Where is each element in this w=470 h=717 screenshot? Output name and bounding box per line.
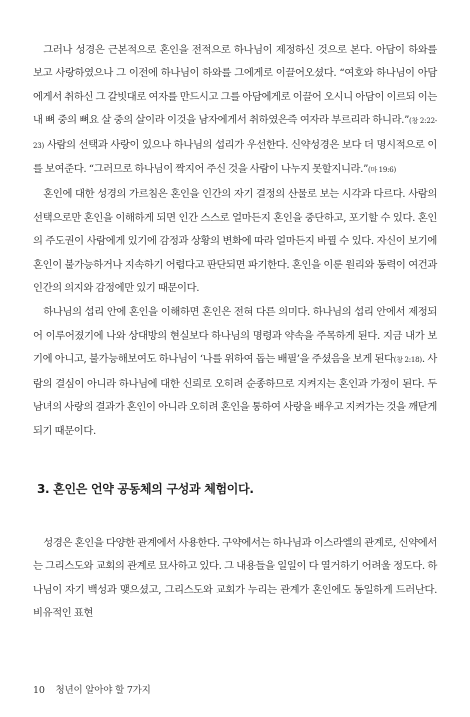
paragraph-3-text-b: . 사람의 결심이 아니라 하나님에 대한 신뢰로 오히려 순종하므로 지켜지는 혼인과 가정이 된다. 두 남녀의 사랑의 결과가 혼인이 아니라 오히려 혼인을 통하여 사랑을 배우고 지켜가는 것을 깨닫게 되기 때문이다. bbox=[33, 353, 437, 437]
paragraph-1-text-b: 사람의 선택과 사랑이 있으나 하나님의 섭리가 우선한다. 신약성경은 보다 더 명시적으로 이를 보여준다. “그러므로 하나님이 짝지어 주신 것을 사람이 나누지 못할지니라.” bbox=[33, 138, 437, 176]
citation-matthew-19-6: (마 19:6) bbox=[367, 166, 397, 175]
citation-genesis-2-22: (창 2:22-23) bbox=[33, 117, 438, 150]
paragraph-2 bbox=[33, 183, 437, 300]
page-body bbox=[33, 39, 437, 626]
page-number: 10 bbox=[33, 685, 45, 696]
book-title: 청년이 알아야 할 7가지 bbox=[55, 685, 151, 696]
paragraph-4-text: 성경은 혼인을 다양한 관계에서 사용한다. 구약에서는 하나님과 이스라엘의 관계로, 신약에서는 그리스도와 교회의 관계로 묘사하고 있다. 그 내용들을 일일이 다 열거하기 어려울 정도다. 하나님이 자기 백성과 맺으셨고, 그리스도와 교회가 누리는 관계가 혼인에도 동일하게 드러난다. 비유적인 표현 bbox=[33, 536, 437, 620]
citation-genesis-2-18: (창 2:18) bbox=[393, 356, 422, 365]
paragraph-1 bbox=[33, 39, 437, 182]
paragraph-4 bbox=[33, 532, 437, 626]
paragraph-1-text-a: 그러나 성경은 근본적으로 혼인을 전적으로 하나님이 제정하신 것으로 본다. 아담이 하와를 보고 사랑하였으나 그 이전에 하나님이 하와를 그에게로 이끌어오셨다. “여호와 하나님이 아담에게서 취하신 그 갈빗대로 여자를 만드시고 그를 아담에게로 이끌어 오시니 아담이 이르되 이는 내 뼈 중의 뼈요 살 중의 살이라 이것을 남자에게서 취하였은즉 여자라 부르리라 하니라.” bbox=[33, 44, 437, 127]
section-heading: 3. 혼인은 언약 공동체의 구성과 체험이다. bbox=[37, 481, 254, 496]
paragraph-2-text: 혼인에 대한 성경의 가르침은 혼인을 인간의 자기 결정의 산물로 보는 시각과 다르다. 사람의 선택으로만 혼인을 이해하게 되면 인간 스스로 얼마든지 혼인을 중단하고, 포기할 수 있다. 혼인의 주도권이 사람에게 있기에 감정과 상황의 변화에 따라 얼마든지 바뀔 수 있다. 자신이 보기에 혼인이 불가능하거나 지속하기 어렵다고 판단되면 파기한다. 혼인을 이룬 원리와 동력이 여건과 인간의 의지와 감정에만 있기 때문이다. bbox=[33, 188, 437, 295]
page-footer bbox=[33, 682, 151, 696]
paragraph-3 bbox=[33, 301, 437, 442]
paragraph-3-text-a: 하나님의 섭리 안에 혼인을 이해하면 혼인은 전혀 다른 의미다. 하나님의 섭리 안에서 제정되어 이루어졌기에 나와 상대방의 현실보다 하나님의 명령과 약속을 주목하게 된다. 지금 내가 보기에 아니고, 불가능해보여도 하나님이 ‘나를 위하여 돕는 배필’을 주셨음을 보게 된다 bbox=[33, 306, 437, 366]
